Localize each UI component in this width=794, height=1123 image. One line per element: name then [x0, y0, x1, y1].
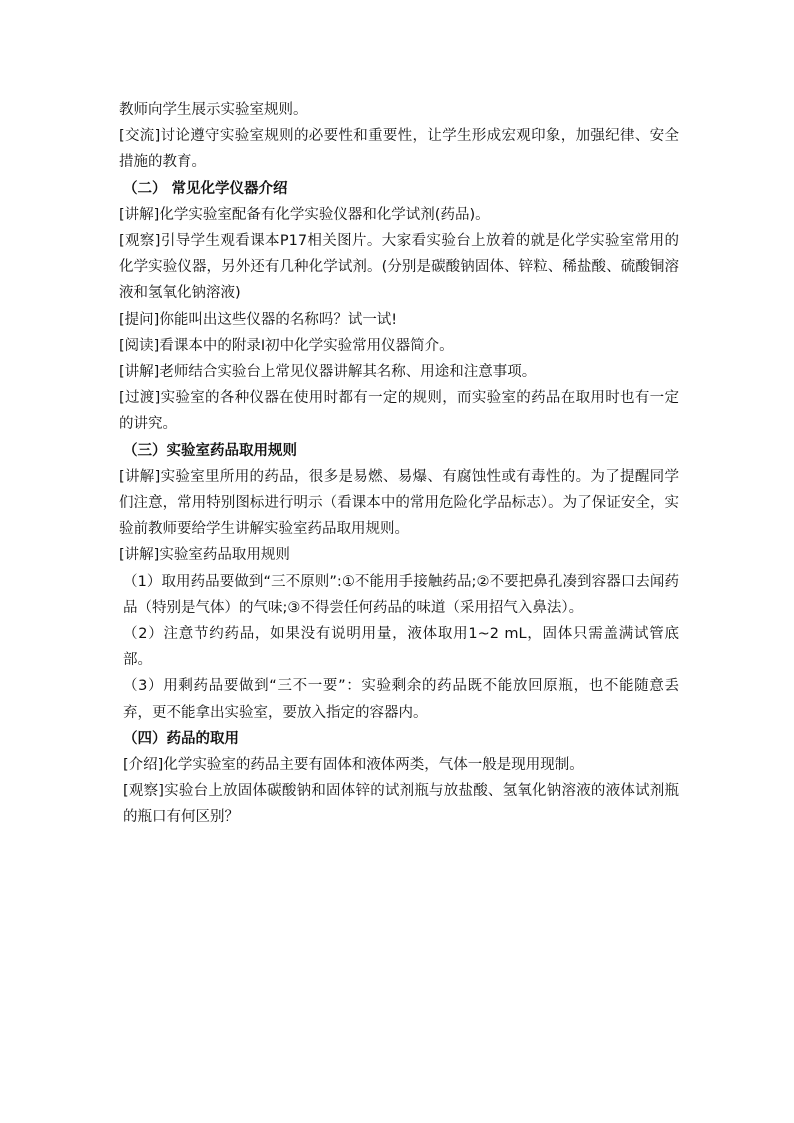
- paragraph-rule-3: （3）用剩药品要做到“三不一要”：实验剩余的药品既不能放回原瓶，也不能随意丢弃，更不能拿出实验室，要放入指定的容器内。: [123, 678, 679, 721]
- paragraph-observe-p17: [观察]引导学生观看课本P17相关图片。大家看实验台上放着的就是化学实验室常用的化学实验仪器，另外还有几种化学试剂。(分别是碳酸钠固体、锌粒、稀盐酸、硫酸铜溶液和氢氧化钠溶液): [119, 233, 679, 302]
- paragraph-explain-hazards: [讲解]实验室里所用的药品，很多是易燃、易爆、有腐蚀性或有毒性的。为了提醒同学们注意，常用特别图标进行明示（看课本中的常用危险化学品标志）。为了保证安全，实验前教师要给学生讲解实验室药品取用规则。: [119, 468, 679, 538]
- paragraph-read-appendix: [阅读]看课本中的附录Ⅰ初中化学实验常用仪器简介。: [119, 337, 454, 354]
- paragraph-intro: 教师向学生展示实验室规则。: [119, 102, 308, 118]
- section-heading-handling: （四）药品的取用: [123, 730, 239, 747]
- paragraph-question: [提问]你能叫出这些仪器的名称吗？试一试!: [119, 311, 398, 328]
- section-heading-rules: （三）实验室药品取用规则: [123, 442, 297, 459]
- paragraph-explain-rules: [讲解]实验室药品取用规则: [119, 547, 290, 564]
- paragraph-rule-1: （1）取用药品要做到“三不原则”:①不能用手接触药品;②不要把鼻孔凑到容器口去闻药品（特别是气体）的气味;③不得尝任何药品的味道（采用招气入鼻法）。: [123, 573, 679, 616]
- document-body: [119, 97, 679, 831]
- paragraph-introduce: [介绍]化学实验室的药品主要有固体和液体两类，气体一般是现用现制。: [123, 757, 584, 774]
- paragraph-rule-2: （2）注意节约药品，如果没有说明用量，液体取用1~2 mL，固体只需盖满试管底部。: [123, 626, 679, 669]
- paragraph-transition: [过渡]实验室的各种仪器在使用时都有一定的规则，而实验室的药品在取用时也有一定的讲究。: [119, 390, 679, 433]
- paragraph-exchange: [交流]讨论遵守实验室规则的必要性和重要性，让学生形成宏观印象，加强纪律、安全措施的教育。: [119, 128, 679, 171]
- paragraph-explain-lab: [讲解]化学实验室配备有化学实验仪器和化学试剂(药品)。: [119, 206, 490, 223]
- paragraph-observe-bottles: [观察]实验台上放固体碳酸钠和固体锌的试剂瓶与放盐酸、氢氧化钠溶液的液体试剂瓶的瓶口有何区别？: [123, 783, 679, 826]
- paragraph-explain-instruments: [讲解]老师结合实验台上常见仪器讲解其名称、用途和注意事项。: [119, 364, 537, 381]
- section-heading-instruments: （二） 常见化学仪器介绍: [123, 180, 288, 197]
